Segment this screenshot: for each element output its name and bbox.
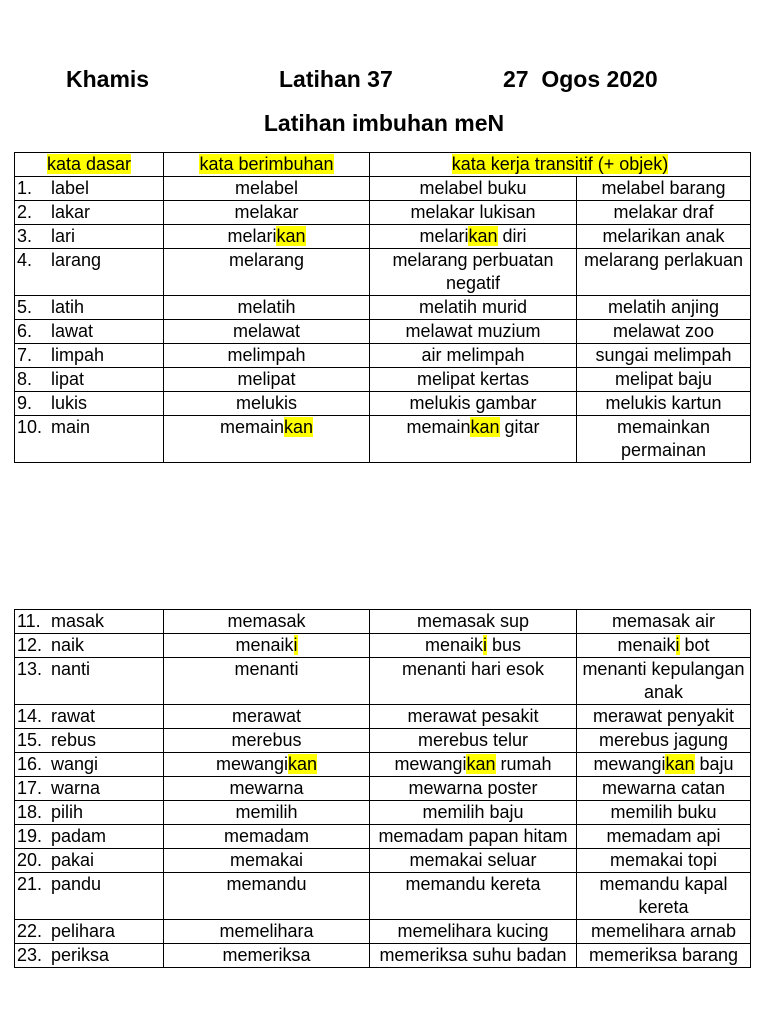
word-part: menanti hari esok bbox=[401, 659, 545, 679]
word-part: melukis kartun bbox=[605, 393, 722, 413]
highlighted-affix: kan bbox=[466, 754, 496, 774]
word-part: memeriksa suhu badan bbox=[379, 945, 567, 965]
example-1-cell bbox=[370, 249, 577, 296]
affixed-word-cell bbox=[164, 873, 370, 920]
affixed-word-cell bbox=[164, 753, 370, 777]
base-word: lukis bbox=[51, 393, 88, 413]
base-word: lari bbox=[51, 226, 76, 246]
table-row bbox=[15, 392, 751, 416]
example-1-cell bbox=[370, 920, 577, 944]
example-1-cell bbox=[370, 610, 577, 634]
example-2-cell bbox=[577, 825, 751, 849]
row-number: 6. bbox=[17, 321, 33, 341]
affixed-word-cell bbox=[164, 249, 370, 296]
base-word-cell bbox=[15, 920, 164, 944]
word-part: baju bbox=[694, 754, 734, 774]
table-row bbox=[15, 610, 751, 634]
word-part: melawat zoo bbox=[612, 321, 715, 341]
base-word-cell bbox=[15, 634, 164, 658]
highlighted-affix: i bbox=[293, 635, 298, 655]
base-word-cell bbox=[15, 201, 164, 225]
affixed-word-cell bbox=[164, 729, 370, 753]
word-part: melukis gambar bbox=[409, 393, 537, 413]
word-part: melabel bbox=[234, 178, 299, 198]
base-word-cell bbox=[15, 344, 164, 368]
base-word: warna bbox=[51, 778, 101, 798]
base-word-cell bbox=[15, 801, 164, 825]
table-row bbox=[15, 944, 751, 968]
highlighted-affix: kan bbox=[284, 417, 314, 437]
word-part: menaik bbox=[235, 635, 294, 655]
word-part: memadam bbox=[223, 826, 310, 846]
affixed-word-cell bbox=[164, 825, 370, 849]
table-row bbox=[15, 705, 751, 729]
word-part: memilih buku bbox=[610, 802, 717, 822]
base-word-cell bbox=[15, 320, 164, 344]
word-part: memasak bbox=[227, 611, 306, 631]
word-part: melabel buku bbox=[419, 178, 527, 198]
exercise-label: Latihan 37 bbox=[279, 66, 393, 92]
base-word-cell bbox=[15, 368, 164, 392]
base-word: naik bbox=[51, 635, 85, 655]
base-word: lipat bbox=[51, 369, 85, 389]
row-number: 2. bbox=[17, 202, 33, 222]
word-part: melipat baju bbox=[614, 369, 713, 389]
page-title: Latihan imbuhan meN bbox=[263, 110, 505, 136]
word-part: melipat kertas bbox=[416, 369, 530, 389]
base-word: limpah bbox=[51, 345, 105, 365]
word-part: sungai melimpah bbox=[595, 345, 732, 365]
example-2-cell bbox=[577, 753, 751, 777]
word-part: melarang perlakuan bbox=[583, 250, 744, 270]
example-2-cell bbox=[577, 296, 751, 320]
base-word-cell bbox=[15, 249, 164, 296]
affixed-word-cell bbox=[164, 944, 370, 968]
example-2-cell bbox=[577, 658, 751, 705]
word-part: merebus bbox=[231, 730, 302, 750]
highlighted-affix: kan bbox=[470, 417, 500, 437]
row-number: 9. bbox=[17, 393, 33, 413]
example-2-cell bbox=[577, 201, 751, 225]
example-2-cell bbox=[577, 920, 751, 944]
date-label: 27 Ogos 2020 bbox=[503, 66, 658, 92]
row-number: 13. bbox=[17, 659, 43, 679]
affixed-word-cell bbox=[164, 201, 370, 225]
table-row bbox=[15, 873, 751, 920]
day-label: Khamis bbox=[66, 66, 150, 92]
example-1-cell bbox=[370, 416, 577, 463]
base-word-cell bbox=[15, 849, 164, 873]
affixed-word-cell bbox=[164, 392, 370, 416]
vocabulary-table-2 bbox=[14, 609, 751, 968]
word-part: menaik bbox=[617, 635, 676, 655]
affixed-word-cell bbox=[164, 658, 370, 705]
word-part: memeriksa bbox=[222, 945, 311, 965]
table-row bbox=[15, 825, 751, 849]
example-1-cell bbox=[370, 320, 577, 344]
word-part: melatih anjing bbox=[607, 297, 720, 317]
word-part: melawat muzium bbox=[405, 321, 541, 341]
base-word: padam bbox=[51, 826, 107, 846]
example-1-cell bbox=[370, 634, 577, 658]
example-2-cell bbox=[577, 177, 751, 201]
affixed-word-cell bbox=[164, 344, 370, 368]
word-part: air melimpah bbox=[421, 345, 525, 365]
example-1-cell bbox=[370, 873, 577, 920]
example-2-cell bbox=[577, 392, 751, 416]
word-part: memilih baju bbox=[422, 802, 524, 822]
base-word-cell bbox=[15, 658, 164, 705]
base-word-cell bbox=[15, 296, 164, 320]
base-word-cell bbox=[15, 729, 164, 753]
table-row bbox=[15, 201, 751, 225]
base-word: main bbox=[51, 417, 91, 437]
base-word: pilih bbox=[51, 802, 84, 822]
table-row bbox=[15, 920, 751, 944]
row-number: 1. bbox=[17, 178, 33, 198]
word-part: memandu kapal kereta bbox=[599, 874, 728, 917]
highlighted-affix: kan bbox=[276, 226, 306, 246]
word-part: memandu bbox=[226, 874, 307, 894]
row-number: 4. bbox=[17, 250, 33, 270]
affixed-word-cell bbox=[164, 296, 370, 320]
example-1-cell bbox=[370, 849, 577, 873]
word-part: merawat bbox=[231, 706, 302, 726]
base-word-cell bbox=[15, 610, 164, 634]
affixed-word-cell bbox=[164, 177, 370, 201]
example-2-cell bbox=[577, 249, 751, 296]
example-2-cell bbox=[577, 416, 751, 463]
table-row bbox=[15, 344, 751, 368]
word-part: melarikan anak bbox=[602, 226, 725, 246]
example-2-cell bbox=[577, 849, 751, 873]
word-part: menanti bbox=[234, 659, 299, 679]
base-word: nanti bbox=[51, 659, 91, 679]
table-row bbox=[15, 634, 751, 658]
word-part: memandu kereta bbox=[405, 874, 541, 894]
word-part: melipat bbox=[237, 369, 296, 389]
word-part: memadam papan hitam bbox=[378, 826, 568, 846]
example-2-cell bbox=[577, 729, 751, 753]
base-word: label bbox=[51, 178, 90, 198]
word-part: melimpah bbox=[227, 345, 306, 365]
word-part: melarang perbuatan negatif bbox=[392, 250, 554, 293]
example-1-cell bbox=[370, 368, 577, 392]
affixed-word-cell bbox=[164, 705, 370, 729]
example-1-cell bbox=[370, 944, 577, 968]
base-word-cell bbox=[15, 825, 164, 849]
example-2-cell bbox=[577, 777, 751, 801]
word-part: mewarna catan bbox=[601, 778, 726, 798]
table-row bbox=[15, 416, 751, 463]
row-number: 8. bbox=[17, 369, 33, 389]
table-row bbox=[15, 801, 751, 825]
word-part: rumah bbox=[495, 754, 552, 774]
example-2-cell bbox=[577, 344, 751, 368]
affixed-word-cell bbox=[164, 777, 370, 801]
row-number: 19. bbox=[17, 826, 43, 846]
example-1-cell bbox=[370, 801, 577, 825]
word-part: memakai seluar bbox=[409, 850, 537, 870]
row-number: 17. bbox=[17, 778, 43, 798]
table-row bbox=[15, 249, 751, 296]
row-number: 10. bbox=[17, 417, 43, 437]
word-part: melari bbox=[419, 226, 469, 246]
word-part: memelihara kucing bbox=[397, 921, 549, 941]
example-1-cell bbox=[370, 344, 577, 368]
example-1-cell bbox=[370, 392, 577, 416]
example-2-cell bbox=[577, 320, 751, 344]
affixed-word-cell bbox=[164, 610, 370, 634]
example-1-cell bbox=[370, 729, 577, 753]
word-part: menanti kepulangan anak bbox=[582, 659, 745, 702]
word-part: melatih murid bbox=[418, 297, 528, 317]
table-row bbox=[15, 296, 751, 320]
base-word-cell bbox=[15, 777, 164, 801]
table-row bbox=[15, 320, 751, 344]
header-transitive-verb bbox=[370, 153, 751, 177]
word-part: melatih bbox=[237, 297, 296, 317]
word-part: memasak sup bbox=[416, 611, 530, 631]
word-part: diri bbox=[497, 226, 527, 246]
word-part: gitar bbox=[499, 417, 540, 437]
affixed-word-cell bbox=[164, 849, 370, 873]
example-1-cell bbox=[370, 825, 577, 849]
table-row bbox=[15, 753, 751, 777]
word-part: merebus telur bbox=[417, 730, 529, 750]
word-part: melari bbox=[227, 226, 277, 246]
affixed-word-cell bbox=[164, 225, 370, 249]
base-word: lakar bbox=[51, 202, 91, 222]
row-number: 14. bbox=[17, 706, 43, 726]
word-part: memakai bbox=[229, 850, 304, 870]
affixed-word-cell bbox=[164, 920, 370, 944]
word-part: memeriksa barang bbox=[588, 945, 739, 965]
header-transitive-verb-label: kata kerja transitif (+ objek) bbox=[451, 154, 669, 174]
word-part: melabel barang bbox=[601, 178, 726, 198]
row-number: 5. bbox=[17, 297, 33, 317]
example-1-cell bbox=[370, 225, 577, 249]
base-word-cell bbox=[15, 225, 164, 249]
example-2-cell bbox=[577, 634, 751, 658]
table-header-row bbox=[15, 153, 751, 177]
word-part: melakar draf bbox=[613, 202, 714, 222]
example-2-cell bbox=[577, 368, 751, 392]
base-word: pakai bbox=[51, 850, 95, 870]
highlighted-affix: kan bbox=[468, 226, 498, 246]
word-part: melakar bbox=[234, 202, 299, 222]
word-part: melawat bbox=[232, 321, 301, 341]
word-part: memakai topi bbox=[609, 850, 718, 870]
example-1-cell bbox=[370, 296, 577, 320]
example-1-cell bbox=[370, 753, 577, 777]
row-number: 7. bbox=[17, 345, 33, 365]
base-word: masak bbox=[51, 611, 105, 631]
word-part: mewangi bbox=[593, 754, 666, 774]
word-part: merawat penyakit bbox=[592, 706, 735, 726]
base-word-cell bbox=[15, 753, 164, 777]
table-row bbox=[15, 658, 751, 705]
base-word-cell bbox=[15, 944, 164, 968]
word-part: memadam api bbox=[606, 826, 721, 846]
word-part: mewangi bbox=[394, 754, 467, 774]
word-part: melukis bbox=[235, 393, 297, 413]
vocabulary-table-1 bbox=[14, 152, 751, 463]
row-number: 15. bbox=[17, 730, 43, 750]
table-row bbox=[15, 225, 751, 249]
word-part: memasak air bbox=[611, 611, 716, 631]
word-part: bot bbox=[679, 635, 710, 655]
word-part: memelihara bbox=[219, 921, 314, 941]
base-word: periksa bbox=[51, 945, 110, 965]
example-2-cell bbox=[577, 873, 751, 920]
table-row bbox=[15, 849, 751, 873]
word-part: memilih bbox=[235, 802, 298, 822]
word-part: melakar lukisan bbox=[410, 202, 536, 222]
header-affixed-word bbox=[164, 153, 370, 177]
example-1-cell bbox=[370, 658, 577, 705]
word-part: merawat pesakit bbox=[407, 706, 539, 726]
row-number: 16. bbox=[17, 754, 43, 774]
example-1-cell bbox=[370, 705, 577, 729]
row-number: 12. bbox=[17, 635, 43, 655]
base-word: pelihara bbox=[51, 921, 116, 941]
highlighted-affix: kan bbox=[665, 754, 695, 774]
base-word-cell bbox=[15, 392, 164, 416]
example-1-cell bbox=[370, 177, 577, 201]
word-part: mewarna poster bbox=[408, 778, 538, 798]
word-part: memain bbox=[406, 417, 471, 437]
row-number: 21. bbox=[17, 874, 43, 894]
header-base-word bbox=[15, 153, 164, 177]
word-part: menaik bbox=[424, 635, 483, 655]
word-part: mewangi bbox=[215, 754, 288, 774]
example-1-cell bbox=[370, 777, 577, 801]
word-part: memain bbox=[219, 417, 284, 437]
word-part: memelihara arnab bbox=[590, 921, 737, 941]
row-number: 11. bbox=[17, 611, 41, 631]
affixed-word-cell bbox=[164, 320, 370, 344]
base-word: pandu bbox=[51, 874, 102, 894]
affixed-word-cell bbox=[164, 368, 370, 392]
table-row bbox=[15, 777, 751, 801]
word-part: memainkan permainan bbox=[616, 417, 711, 460]
example-2-cell bbox=[577, 944, 751, 968]
example-1-cell bbox=[370, 201, 577, 225]
base-word: latih bbox=[51, 297, 85, 317]
row-number: 18. bbox=[17, 802, 43, 822]
row-number: 3. bbox=[17, 226, 33, 246]
example-2-cell bbox=[577, 801, 751, 825]
base-word-cell bbox=[15, 705, 164, 729]
example-2-cell bbox=[577, 225, 751, 249]
affixed-word-cell bbox=[164, 416, 370, 463]
row-number: 22. bbox=[17, 921, 43, 941]
example-2-cell bbox=[577, 610, 751, 634]
affixed-word-cell bbox=[164, 634, 370, 658]
word-part: bus bbox=[487, 635, 522, 655]
base-word: lawat bbox=[51, 321, 94, 341]
word-part: mewarna bbox=[229, 778, 304, 798]
table-row bbox=[15, 368, 751, 392]
affixed-word-cell bbox=[164, 801, 370, 825]
base-word: rawat bbox=[51, 706, 96, 726]
row-number: 23. bbox=[17, 945, 43, 965]
row-number: 20. bbox=[17, 850, 43, 870]
table-row bbox=[15, 177, 751, 201]
header-affixed-word-label: kata berimbuhan bbox=[199, 154, 334, 174]
base-word: wangi bbox=[51, 754, 99, 774]
example-2-cell bbox=[577, 705, 751, 729]
base-word-cell bbox=[15, 873, 164, 920]
word-part: merebus jagung bbox=[598, 730, 729, 750]
table-row bbox=[15, 729, 751, 753]
base-word-cell bbox=[15, 177, 164, 201]
highlighted-affix: i bbox=[675, 635, 680, 655]
base-word: larang bbox=[51, 250, 102, 270]
base-word: rebus bbox=[51, 730, 97, 750]
base-word-cell bbox=[15, 416, 164, 463]
header-base-word-label: kata dasar bbox=[46, 154, 132, 174]
highlighted-affix: i bbox=[483, 635, 487, 655]
highlighted-affix: kan bbox=[288, 754, 318, 774]
word-part: melarang bbox=[228, 250, 305, 270]
